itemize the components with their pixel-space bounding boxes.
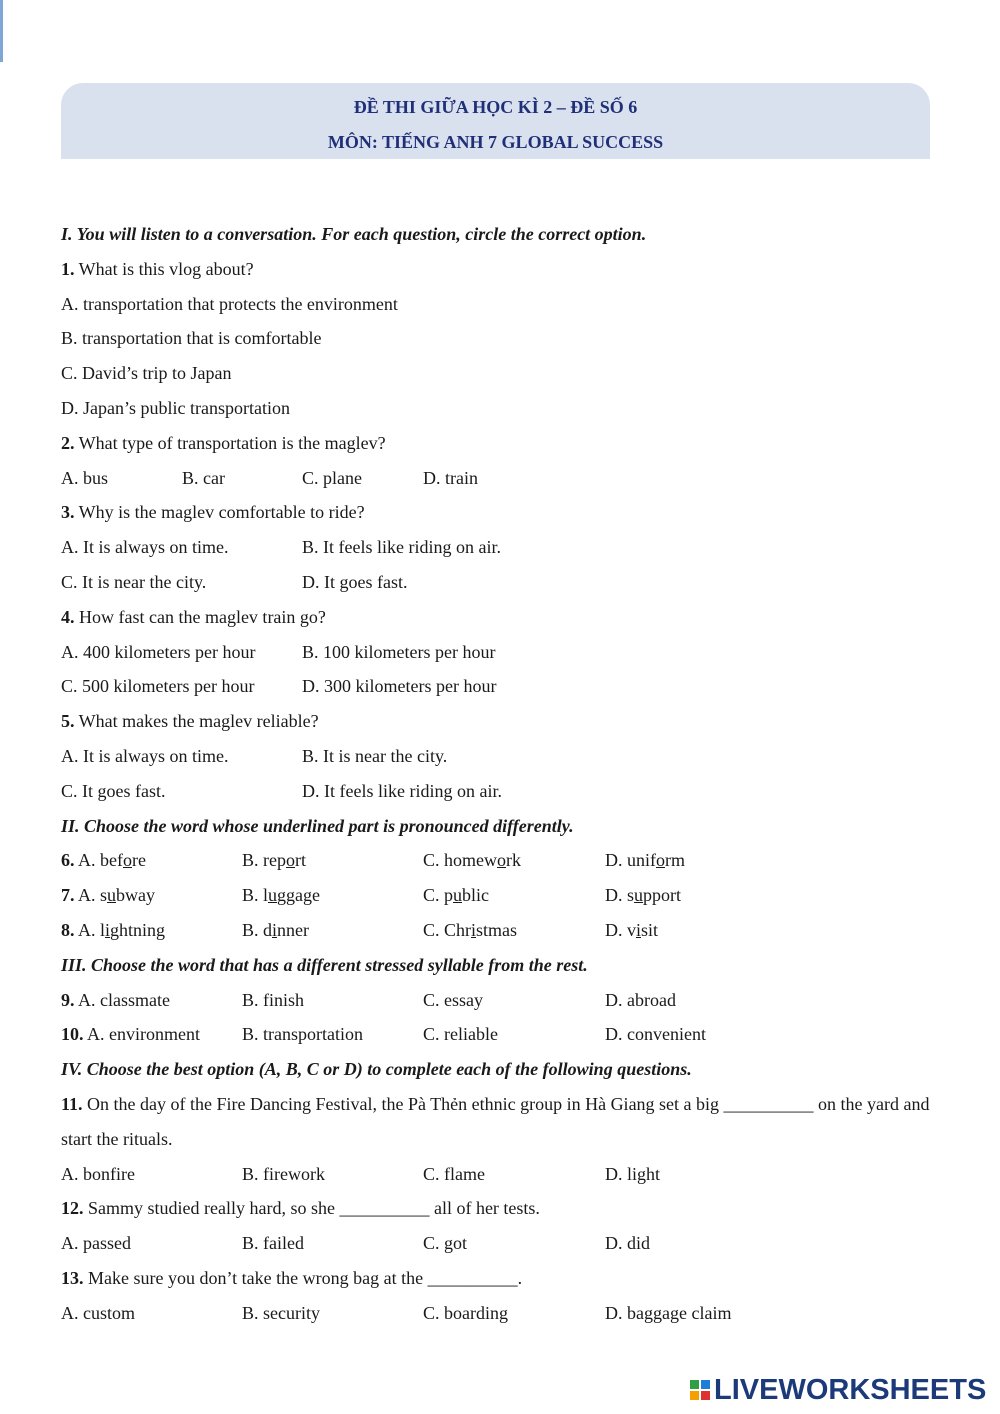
option-b[interactable]: B. finish	[242, 989, 305, 1010]
option-c[interactable]	[423, 913, 517, 948]
word-part: rt	[295, 850, 306, 871]
underlined-part: o	[123, 850, 132, 871]
option-b[interactable]	[242, 878, 320, 913]
question-3	[61, 495, 941, 530]
option-d[interactable]: D. 300 kilometers per hour	[302, 676, 497, 697]
logo-square-2	[701, 1380, 710, 1389]
option-c[interactable]: C. essay	[423, 989, 483, 1010]
exam-header	[61, 83, 930, 159]
word-part: rm	[665, 850, 685, 871]
question-number: 6.	[61, 850, 75, 871]
question-number: 2.	[61, 432, 75, 453]
question-number: 13.	[61, 1267, 84, 1288]
underlined-part: i	[105, 919, 111, 940]
word-part: A. s	[74, 885, 108, 906]
question-12	[61, 1191, 941, 1226]
option-b[interactable]	[242, 843, 306, 878]
question-number: 5.	[61, 711, 75, 732]
option-c[interactable]: C. reliable	[423, 1024, 498, 1045]
question-text: Why is the maglev comfortable to ride?	[74, 502, 365, 523]
options-row	[61, 565, 941, 600]
word-part: stmas	[476, 919, 518, 940]
exam-content	[61, 217, 941, 1331]
section-2-heading: II. Choose the word whose underlined part is pronounced differently.	[61, 815, 574, 836]
option-a[interactable]	[61, 913, 165, 948]
option-text: A. classmate	[74, 989, 170, 1010]
option-b[interactable]: B. security	[242, 1302, 320, 1323]
options-row	[61, 530, 941, 565]
section-4-heading: IV. Choose the best option (A, B, C or D) to complete each of the following questions.	[61, 1059, 692, 1080]
question-number: 3.	[61, 502, 75, 523]
word-part: B. d	[242, 919, 273, 940]
question-number: 12.	[61, 1198, 84, 1219]
option-a[interactable]: A. It is always on time.	[61, 745, 229, 766]
option-d[interactable]	[605, 878, 681, 913]
section-3-heading: III. Choose the word that has a different stressed syllable from the rest.	[61, 954, 588, 975]
option-text: A. environment	[83, 1024, 200, 1045]
option-a[interactable]: A. It is always on time.	[61, 537, 229, 558]
underlined-part: o	[656, 850, 665, 871]
option-d[interactable]: D. baggage claim	[605, 1302, 732, 1323]
word-part: re	[132, 850, 146, 871]
word-part: ghtning	[110, 919, 166, 940]
option-d[interactable]: D. Japan’s public transportation	[61, 397, 290, 418]
option-d[interactable]: D. train	[423, 467, 478, 488]
question-13	[61, 1261, 941, 1296]
option-a[interactable]	[61, 878, 155, 913]
options-row	[61, 774, 941, 809]
option-c[interactable]: C. 500 kilometers per hour	[61, 676, 255, 697]
question-5	[61, 704, 941, 739]
option-c[interactable]: C. flame	[423, 1163, 485, 1184]
word-part: B. rep	[242, 850, 286, 871]
option-b[interactable]: B. It feels like riding on air.	[302, 537, 501, 558]
word-part: blic	[462, 885, 490, 906]
question-6	[61, 843, 941, 878]
option-d[interactable]: D. convenient	[605, 1024, 706, 1045]
option-b[interactable]: B. firework	[242, 1163, 325, 1184]
options-row	[61, 1226, 941, 1261]
option-b[interactable]: B. car	[182, 467, 225, 488]
exam-subject: MÔN: TIẾNG ANH 7 GLOBAL SUCCESS	[327, 132, 664, 152]
option-a[interactable]: A. bonfire	[61, 1163, 135, 1184]
underlined-part: u	[268, 885, 278, 906]
logo-square-4	[701, 1391, 710, 1400]
word-part: A. bef	[74, 850, 123, 871]
question-11	[61, 1087, 933, 1157]
question-number: 9.	[61, 989, 75, 1010]
word-part: D. v	[605, 919, 636, 940]
question-2	[61, 426, 941, 461]
option-d[interactable]	[605, 843, 685, 878]
underlined-part: i	[471, 919, 477, 940]
option-c[interactable]: C. It is near the city.	[61, 571, 207, 592]
options-row	[61, 1296, 941, 1331]
page-edge-mark	[0, 0, 3, 62]
option-c[interactable]: C. David’s trip to Japan	[61, 363, 232, 384]
option-a[interactable]: A. passed	[61, 1233, 131, 1254]
underlined-part: u	[107, 885, 117, 906]
option-b[interactable]: B. transportation	[242, 1024, 363, 1045]
liveworksheets-logo[interactable]	[690, 1373, 986, 1407]
question-text: How fast can the maglev train go?	[74, 606, 326, 627]
question-7	[61, 878, 941, 913]
option-a[interactable]	[61, 983, 170, 1018]
option-b[interactable]	[242, 913, 309, 948]
options-row	[61, 1157, 941, 1192]
option-b[interactable]: B. 100 kilometers per hour	[302, 641, 496, 662]
word-part: A. l	[74, 919, 106, 940]
word-part: C. p	[423, 885, 454, 906]
option-b[interactable]: B. transportation that is comfortable	[61, 328, 322, 349]
logo-square-1	[690, 1380, 699, 1389]
question-number: 11.	[61, 1093, 83, 1114]
section-1-heading: I. You will listen to a conversation. For each question, circle the correct option.	[61, 224, 647, 244]
option-a[interactable]: A. bus	[61, 467, 109, 488]
question-text: What makes the maglev reliable?	[74, 711, 319, 732]
options-row	[61, 669, 941, 704]
underlined-part: o	[497, 850, 506, 871]
underlined-part: o	[286, 850, 295, 871]
option-d[interactable]: D. light	[605, 1163, 661, 1184]
question-number: 10.	[61, 1024, 84, 1045]
logo-grid-icon	[690, 1380, 710, 1400]
word-part: nner	[277, 919, 310, 940]
option-d[interactable]: D. abroad	[605, 989, 676, 1010]
question-10	[61, 1017, 941, 1052]
option-d[interactable]	[605, 913, 658, 948]
question-number: 8.	[61, 919, 75, 940]
underlined-part: i	[272, 919, 278, 940]
logo-text: LIVEWORKSHEETS	[714, 1373, 987, 1406]
word-part: sit	[641, 919, 659, 940]
word-part: bway	[116, 885, 156, 906]
word-part: pport	[643, 885, 682, 906]
options-row	[61, 635, 941, 670]
options-row	[61, 461, 941, 496]
option-c[interactable]	[423, 878, 489, 913]
option-c[interactable]	[423, 843, 521, 878]
underlined-part: u	[634, 885, 644, 906]
option-c[interactable]: C. It goes fast.	[61, 780, 166, 801]
question-8	[61, 913, 941, 948]
question-text: On the day of the Fire Dancing Festival, the Pà Thẻn ethnic group in Hà Giang set a big __________ on the yard and start the rituals.	[61, 1093, 930, 1149]
word-part: C. Chr	[423, 919, 472, 940]
underlined-part: i	[636, 919, 642, 940]
option-a[interactable]	[61, 1017, 200, 1052]
word-part: D. unif	[605, 850, 656, 871]
options-row	[61, 739, 941, 774]
option-d[interactable]: D. did	[605, 1233, 650, 1254]
question-1	[61, 252, 941, 287]
option-d[interactable]: D. It goes fast.	[302, 571, 408, 592]
underlined-part: u	[453, 885, 463, 906]
question-text: What type of transportation is the maglev?	[74, 432, 386, 453]
logo-square-3	[690, 1391, 699, 1400]
word-part: rk	[506, 850, 521, 871]
option-a[interactable]	[61, 843, 146, 878]
option-a[interactable]: A. custom	[61, 1302, 135, 1323]
question-text: What is this vlog about?	[74, 258, 254, 279]
option-d[interactable]: D. It feels like riding on air.	[302, 780, 502, 801]
word-part: ggage	[277, 885, 320, 906]
question-4	[61, 600, 941, 635]
question-number: 1.	[61, 258, 75, 279]
question-text: Sammy studied really hard, so she __________ all of her tests.	[83, 1198, 540, 1219]
word-part: B. l	[242, 885, 269, 906]
option-a[interactable]: A. transportation that protects the environment	[61, 293, 398, 314]
word-part: D. s	[605, 885, 635, 906]
option-b[interactable]: B. It is near the city.	[302, 745, 448, 766]
option-b[interactable]: B. failed	[242, 1233, 304, 1254]
question-9	[61, 983, 941, 1018]
question-number: 4.	[61, 606, 75, 627]
option-c[interactable]: C. got	[423, 1233, 468, 1254]
option-c[interactable]: C. plane	[302, 467, 362, 488]
option-c[interactable]: C. boarding	[423, 1302, 508, 1323]
option-a[interactable]: A. 400 kilometers per hour	[61, 641, 256, 662]
question-text: Make sure you don’t take the wrong bag at the __________.	[83, 1267, 523, 1288]
exam-title: ĐỀ THI GIỮA HỌC KÌ 2 – ĐỀ SỐ 6	[353, 97, 638, 117]
question-number: 7.	[61, 885, 75, 906]
word-part: C. homew	[423, 850, 497, 871]
